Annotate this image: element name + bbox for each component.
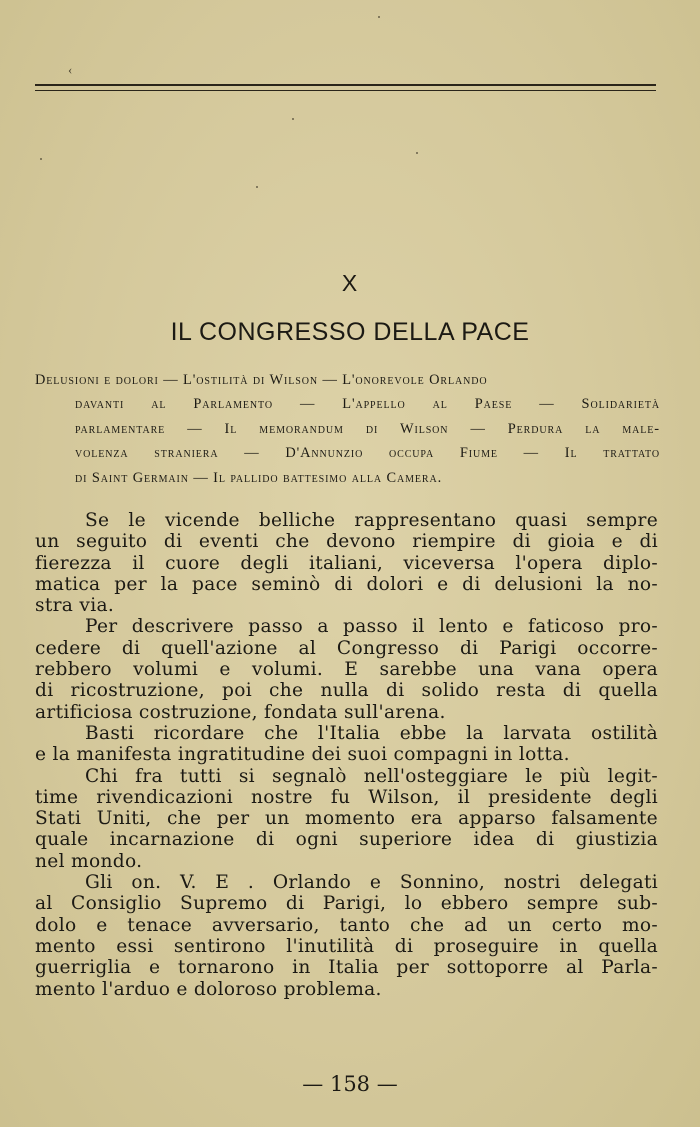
paper-speck — [378, 16, 380, 18]
text-line: di ricostruzione, poi che nulla di solido resta di quella — [35, 680, 658, 702]
body-text — [35, 510, 658, 1000]
paragraph — [35, 616, 658, 722]
text-line: nel mondo. — [35, 850, 143, 872]
chapter-summary — [35, 368, 660, 490]
summary-line: davanti al Parlamento — L'appello al Paese — Solidarietà — [75, 396, 660, 413]
text-line: un seguito di eventi che devono riempire di gioia e di — [35, 531, 658, 553]
top-rule — [35, 84, 656, 86]
text-line: Se le vicende belliche rappresentano quasi sempre — [85, 510, 658, 531]
text-line: Stati Uniti, che per un momento era apparso falsamente — [35, 808, 658, 830]
paragraph — [35, 872, 658, 1000]
summary-line: volenza straniera — D'Annunzio occupa Fiume — Il trattato — [75, 445, 660, 462]
text-line: rebbero volumi e volumi. E sarebbe una vana opera — [35, 659, 658, 681]
summary-line: Delusioni e dolori — L'ostilità di Wilson — L'onorevole Orlando — [35, 372, 488, 388]
top-rule-secondary — [35, 90, 656, 91]
paper-speck — [416, 152, 418, 154]
text-line: Gli on. V. E . Orlando e Sonnino, nostri delegati — [85, 872, 658, 894]
text-line: cedere di quell'azione al Congresso di Parigi occorre- — [35, 637, 658, 659]
text-line: e la manifesta ingratitudine dei suoi compagni in lotta. — [35, 744, 570, 766]
text-line: Chi fra tutti si segnalò nell'osteggiare le più legit- — [85, 765, 658, 787]
paper-speck — [292, 118, 294, 120]
text-line: mento essi sentirono l'inutilità di proseguire in quella — [35, 935, 658, 957]
text-line: al Consiglio Supremo di Parigi, lo ebbero sempre sub- — [35, 893, 658, 915]
text-line: quale incarnazione di ogni superiore idea di giustizia — [35, 829, 658, 851]
paper-speck — [40, 158, 42, 160]
text-line: Basti ricordare che l'Italia ebbe la larvata ostilità — [85, 722, 658, 744]
text-line: time rivendicazioni nostre fu Wilson, il presidente degli — [35, 786, 658, 808]
text-line: Per descrivere passo a passo il lento e faticoso pro- — [85, 616, 658, 638]
text-line: matica per la pace seminò di dolori e di delusioni la no- — [35, 573, 658, 595]
summary-line: di Saint Germain — Il pallido battesimo alla Camera. — [75, 469, 443, 486]
text-line: stra via. — [35, 595, 115, 617]
text-line: fierezza il cuore degli italiani, viceversa l'opera diplo- — [35, 552, 658, 574]
text-line: guerriglia e tornarono in Italia per sottoporre al Parla- — [35, 957, 658, 979]
text-line: dolo e tenace avversario, tanto che ad un certo mo- — [35, 914, 658, 936]
paragraph — [35, 723, 658, 766]
chapter-title: IL CONGRESSO DELLA PACE — [170, 318, 530, 346]
header-mark: ‹ — [68, 62, 73, 77]
text-line: artificiosa costruzione, fondata sull'arena. — [35, 701, 446, 723]
paper-speck — [256, 186, 258, 188]
page-number: — 158 — — [302, 1072, 398, 1096]
summary-line: parlamentare — Il memorandum di Wilson — Perdura la male- — [75, 420, 660, 437]
paragraph — [35, 766, 658, 872]
chapter-number: X — [341, 270, 359, 296]
paragraph — [35, 510, 658, 616]
text-line: mento l'arduo e doloroso problema. — [35, 978, 382, 1000]
